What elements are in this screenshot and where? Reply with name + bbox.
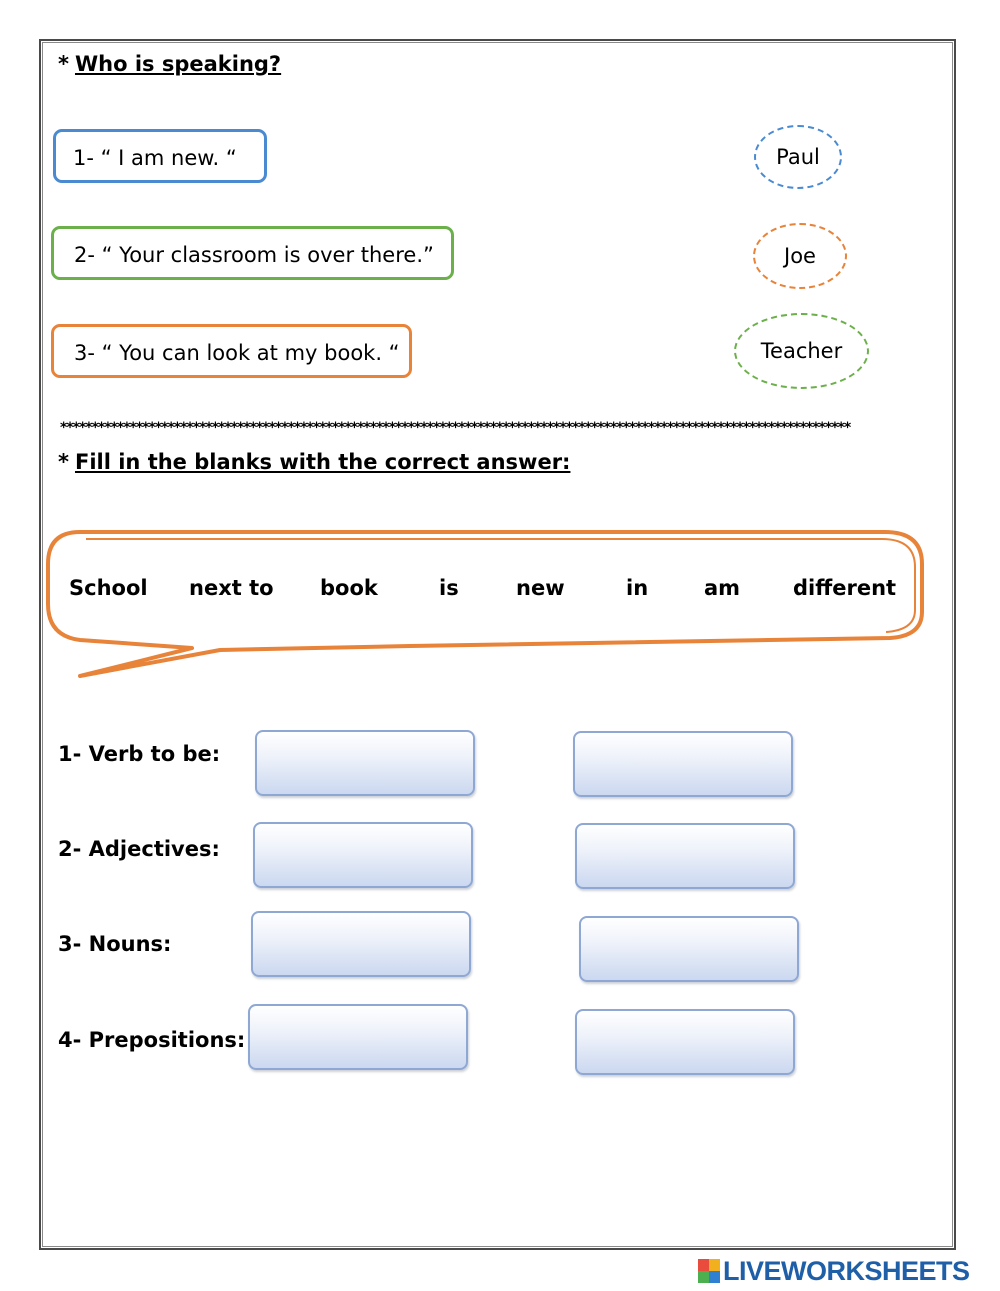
answer-input-nouns-2[interactable] bbox=[579, 916, 799, 982]
row-label-nouns: 3- Nouns: bbox=[58, 932, 172, 956]
row-label-verb-to-be: 1- Verb to be: bbox=[58, 742, 221, 766]
speaker-oval-teacher[interactable]: Teacher bbox=[734, 313, 869, 389]
brand-name: LIVEWORKSHEETS bbox=[723, 1255, 970, 1286]
word-bank-bubble bbox=[40, 524, 930, 678]
quote-box-2[interactable]: 2- “ Your classroom is over there.” bbox=[51, 226, 454, 280]
answer-input-prepositions-2[interactable] bbox=[575, 1009, 795, 1075]
answer-input-prepositions-1[interactable] bbox=[248, 1004, 468, 1070]
answer-input-adjectives-1[interactable] bbox=[253, 822, 473, 888]
star-divider: ***************************************************************************************************************************** bbox=[60, 420, 851, 436]
word-bank-item[interactable]: in bbox=[626, 576, 649, 600]
heading-text: Fill in the blanks with the correct answer: bbox=[74, 450, 571, 474]
liveworksheets-logo[interactable] bbox=[698, 1256, 970, 1286]
speaker-oval-joe[interactable]: Joe bbox=[753, 223, 847, 289]
word-bank-item[interactable]: different bbox=[793, 576, 897, 600]
speaker-oval-paul[interactable]: Paul bbox=[754, 125, 842, 189]
word-bank-item[interactable]: School bbox=[69, 576, 148, 600]
word-bank-item[interactable]: am bbox=[704, 576, 741, 600]
word-bank-item[interactable]: next to bbox=[189, 576, 274, 600]
word-bank-item[interactable]: new bbox=[516, 576, 565, 600]
answer-input-adjectives-2[interactable] bbox=[575, 823, 795, 889]
heading-text: Who is speaking? bbox=[74, 52, 282, 76]
section-heading-fill-in bbox=[58, 450, 570, 474]
row-label-adjectives: 2- Adjectives: bbox=[58, 837, 220, 861]
answer-input-verb-to-be-1[interactable] bbox=[255, 730, 475, 796]
quote-box-3[interactable]: 3- “ You can look at my book. “ bbox=[51, 324, 412, 378]
word-bank-item[interactable]: is bbox=[439, 576, 459, 600]
answer-input-nouns-1[interactable] bbox=[251, 911, 471, 977]
bubble-outline bbox=[48, 532, 922, 676]
row-label-prepositions: 4- Prepositions: bbox=[58, 1028, 246, 1052]
heading-star: * bbox=[58, 450, 69, 474]
answer-input-verb-to-be-2[interactable] bbox=[573, 731, 793, 797]
word-bank-item[interactable]: book bbox=[320, 576, 378, 600]
liveworksheets-mark-icon bbox=[698, 1259, 720, 1283]
quote-box-1[interactable]: 1- “ I am new. “ bbox=[53, 129, 267, 183]
section-heading-who-is-speaking bbox=[58, 52, 281, 76]
heading-star: * bbox=[58, 52, 69, 76]
